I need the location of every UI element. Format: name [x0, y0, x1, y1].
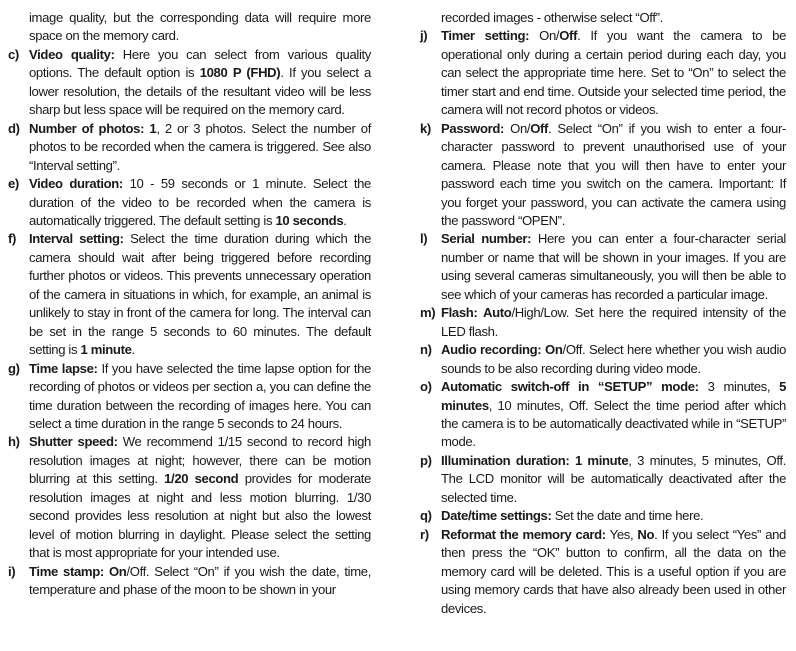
setting-item-marker: l): [420, 231, 428, 247]
setting-item: o) Automatic switch-off in “SETUP” mode: 3 minutes, 5 minutes, 10 minutes, Off. Select the time period after which the camera is to be automatically deactivated while in “SETUP” mode.: [420, 379, 787, 450]
setting-item-heading: Video quality:: [29, 46, 115, 62]
setting-item-heading: Time stamp:: [29, 563, 104, 579]
setting-item-heading: Number of photos:: [29, 120, 145, 136]
setting-item: e) Video duration: 10 - 59 seconds or 1 minute. Select the duration of the video to be recorded when the camera is automatically triggered. The default setting is 10 seconds.: [8, 176, 371, 228]
setting-item-marker: m): [420, 305, 436, 321]
setting-item: p) Illumination duration: 1 minute, 3 minutes, 5 minutes, Off. The LCD monitor will be automatically deactivated after the selected time.: [420, 452, 786, 505]
setting-item-heading: Audio recording:: [441, 342, 542, 358]
setting-default-value: Off: [530, 120, 549, 136]
setting-default-value: 1080 P (FHD): [199, 65, 281, 81]
setting-item: l) Serial number: Here you can enter a four-character serial number or name that will be shown in your images. If you are using several cameras simultaneously, you will then be able to see which of your cameras has recorded a particular image.: [420, 231, 786, 302]
right-column-continuation: recorded images - otherwise select “Off”.: [441, 10, 663, 25]
setting-default-value: 1: [149, 120, 157, 136]
setting-default-value: On: [545, 342, 563, 358]
setting-item: j) Timer setting: On/Off. If you want the camera to be operational only during a certain period during each day, you can select the appropriate time here. Set to “On” to select the timer start and end time. Outside your selected time period, the camera will not record photos or videos.: [420, 28, 787, 118]
setting-item-heading: Flash:: [441, 305, 478, 321]
setting-item-marker: d): [8, 120, 20, 136]
setting-item: g) Time lapse: If you have selected the time lapse option for the recording of photos or videos per section a, you can define the time duration between the recording of images here. You can select a time duration in the range 5 seconds to 24 hours.: [8, 360, 371, 431]
setting-item-marker: g): [8, 360, 20, 376]
right-column: [420, 9, 786, 618]
setting-item: k) Password: On/Off. Select “On” if you wish to enter a four-character password to prevent unauthorised use of your camera. Please note that you will then have to enter your password each time you switch on the camera. Important: If you forget your password, you can activate the camera using the password “OPEN”.: [420, 120, 786, 228]
setting-item-heading: Reformat the memory card:: [441, 526, 606, 542]
setting-item: c) Video quality: Here you can select from various quality options. The default option is 1080 P (FHD). If you select a lower resolution, the details of the resultant video will be less sharp but less space will be required on the memory card.: [8, 46, 371, 118]
setting-item-marker: r): [420, 526, 429, 542]
left-column-continuation: image quality, but the corresponding data will require more space on the memory card.: [29, 10, 371, 44]
setting-item-marker: p): [420, 452, 432, 468]
setting-item-heading: Automatic switch-off in “SETUP” mode:: [441, 379, 699, 395]
setting-item: m) Flash: Auto/High/Low. Set here the required intensity of the LED flash.: [420, 305, 786, 339]
left-column: [8, 9, 371, 600]
setting-item-marker: h): [8, 434, 20, 450]
setting-item-marker: q): [420, 508, 432, 524]
setting-default-value: No: [637, 526, 655, 542]
setting-item: i) Time stamp: On/Off. Select “On” if you wish the date, time, temperature and phase of the moon to be shown in your: [8, 563, 371, 598]
setting-item: r) Reformat the memory card: Yes, No. If you select “Yes” and then press the “OK” button to confirm, all the data on the memory card will be deleted. This is a useful option if you are using memory cards that have also already been used in other devices.: [420, 526, 786, 616]
setting-item-marker: o): [420, 379, 432, 395]
setting-default-value: On: [108, 563, 127, 579]
setting-default-value: Auto: [483, 305, 512, 321]
setting-item-heading: Video duration:: [29, 176, 123, 192]
setting-default-value: Off: [559, 28, 578, 44]
right-settings-list: [420, 27, 786, 618]
setting-item: h) Shutter speed: We recommend 1/15 second to record high resolution images at night; however, there can be motion blurring at this setting. 1/20 second provides for moderate resolution images at night and less motion blurring. 1/30 second provides less resolution at night but also the lowest level of motion blurring in daylight. Please select the setting that is most appropriate for your intended use.: [8, 434, 371, 561]
setting-item-heading: Timer setting:: [441, 28, 530, 44]
setting-item-marker: c): [8, 46, 19, 62]
setting-item-marker: e): [8, 176, 19, 192]
left-settings-list: [8, 46, 371, 600]
setting-item: f) Interval setting: Select the time duration during which the camera should wait after being triggered before recording further photos or videos. This prevents unnecessary operation of the camera in situations in which, for example, an animal is unlikely to stay in front of the camera for long. The interval can be set in the range 5 seconds to 60 minutes. The default setting is 1 minute.: [8, 231, 371, 358]
setting-default-value: 10 seconds: [275, 212, 344, 228]
setting-item-marker: j): [420, 28, 428, 44]
setting-item-heading: Shutter speed:: [29, 434, 118, 450]
setting-item: n) Audio recording: On/Off. Select here whether you wish audio sounds to be also recording during video mode.: [420, 342, 786, 376]
setting-item-heading: Password:: [441, 120, 505, 136]
setting-item-marker: k): [420, 120, 431, 136]
setting-item-marker: f): [8, 231, 17, 247]
setting-item: q) Date/time settings: Set the date and time here.: [420, 507, 786, 525]
setting-item-heading: Serial number:: [441, 231, 532, 247]
setting-item-heading: Date/time settings:: [441, 508, 552, 524]
setting-default-value: 1 minute: [80, 342, 132, 358]
setting-default-value: 5 minutes: [441, 379, 787, 413]
setting-item-marker: i): [8, 563, 16, 579]
setting-item-heading: Interval setting:: [29, 231, 124, 247]
setting-item-heading: Illumination duration: 1 minute: [441, 452, 629, 468]
setting-item: d) Number of photos: 1, 2 or 3 photos. Select the number of photos to be recorded when the camera is triggered. See also “Interval setting”.: [8, 120, 371, 173]
setting-item-marker: n): [420, 342, 432, 358]
setting-item-heading: Time lapse:: [29, 360, 98, 376]
setting-default-value: 1/20 second: [164, 471, 239, 487]
